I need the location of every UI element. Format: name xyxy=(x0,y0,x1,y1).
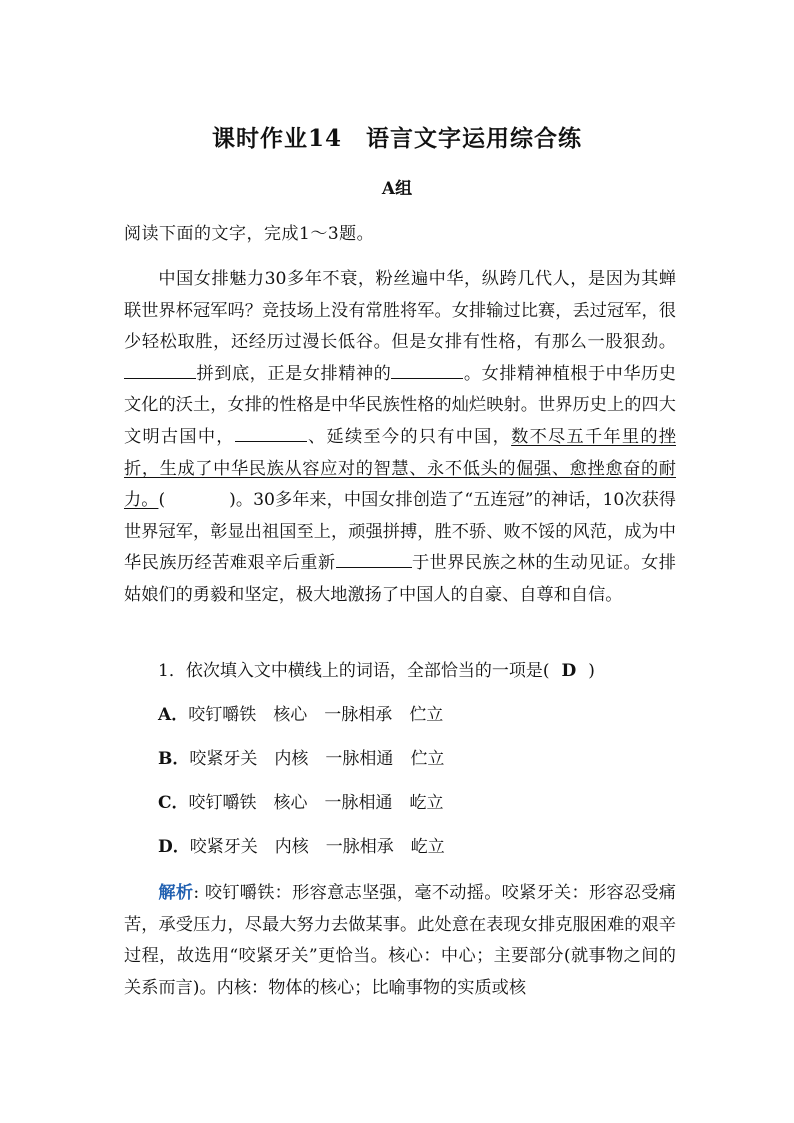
passage-text-5: )。30多年来，中国女排创造了“五连冠”的神话，10次获得世界冠军，彰显出祖国至上，顽强拼搏，胜不骄、败不馁的风范，成为中华民族历经苦难艰辛后重新 xyxy=(124,490,676,574)
analysis-section xyxy=(124,878,676,1004)
underlined-sentence: 数不尽五千年里的挫折，生成了中华民族从容应对的智慧、永不低头的倔强、愈挫愈奋的耐力。 xyxy=(124,426,676,511)
question-1 xyxy=(158,656,595,681)
fill-blank-3[interactable] xyxy=(235,424,307,442)
option-text: 咬紧牙关 内核 一脉相通 伫立 xyxy=(189,749,445,769)
reading-instruction: 阅读下面的文字，完成1～3题。 xyxy=(124,224,375,244)
analysis-text: : 咬钉嚼铁：形容意志坚强，毫不动摇。咬紧牙关：形容忍受痛苦，承受压力，尽最大努力去做某事。此处意在表现女排克服困难的艰辛过程，故选用“咬紧牙关”更恰当。核心：中心；主要部分(就事物之间的关系而言)。内核：物体的核心；比喻事物的实质或核 xyxy=(124,883,676,998)
passage-text-3: 。女排精神植根于中华历史文化的沃土，女排的性格是中华民族性格的灿烂映射。世界历史上的四大文明古国中， xyxy=(124,363,676,447)
option-letter: C． xyxy=(158,793,189,813)
passage-text-6: 于世界民族之林的生动见证。女排姑娘们的勇毅和坚定，极大地激扬了中国人的自豪、自尊和自信。 xyxy=(124,553,676,605)
group-heading: A组 xyxy=(381,179,413,199)
analysis-label: 解析 xyxy=(158,883,194,903)
option-letter: B． xyxy=(158,749,190,769)
question-answer: D xyxy=(561,661,577,681)
reading-passage xyxy=(124,264,676,612)
page-title: 课时作业14 语言文字运用综合练 xyxy=(211,125,582,152)
option-d[interactable] xyxy=(158,832,445,857)
option-text: 咬钉嚼铁 核心 一脉相通 屹立 xyxy=(188,793,444,813)
option-a[interactable] xyxy=(158,700,443,725)
fill-blank-4[interactable] xyxy=(336,550,412,568)
fill-blank-2[interactable] xyxy=(391,361,463,379)
question-stem: 1．依次填入文中横线上的词语，全部恰当的一项是( xyxy=(158,661,550,681)
fill-blank-1[interactable] xyxy=(124,361,196,379)
option-b[interactable] xyxy=(158,744,444,769)
paren-open: ( xyxy=(158,490,166,511)
option-letter: A． xyxy=(158,705,189,725)
question-close: ) xyxy=(588,661,595,681)
passage-text-2: 拼到底，正是女排精神的 xyxy=(196,363,392,384)
passage-text-1: 中国女排魅力30多年不衰，粉丝遍中华，纵跨几代人，是因为其蝉联世界杯冠军吗？竞技场上没有常胜将军。女排输过比赛，丢过冠军，很少轻松取胜，还经历过漫长低谷。但是女排有性格，有那么一股狠劲。 xyxy=(124,269,676,353)
option-text: 咬紧牙关 内核 一脉相承 屹立 xyxy=(189,837,445,857)
option-text: 咬钉嚼铁 核心 一脉相承 伫立 xyxy=(188,705,444,725)
option-c[interactable] xyxy=(158,788,444,813)
passage-text-4: 、延续至今的只有中国， xyxy=(306,426,512,447)
option-letter: D． xyxy=(158,837,190,857)
